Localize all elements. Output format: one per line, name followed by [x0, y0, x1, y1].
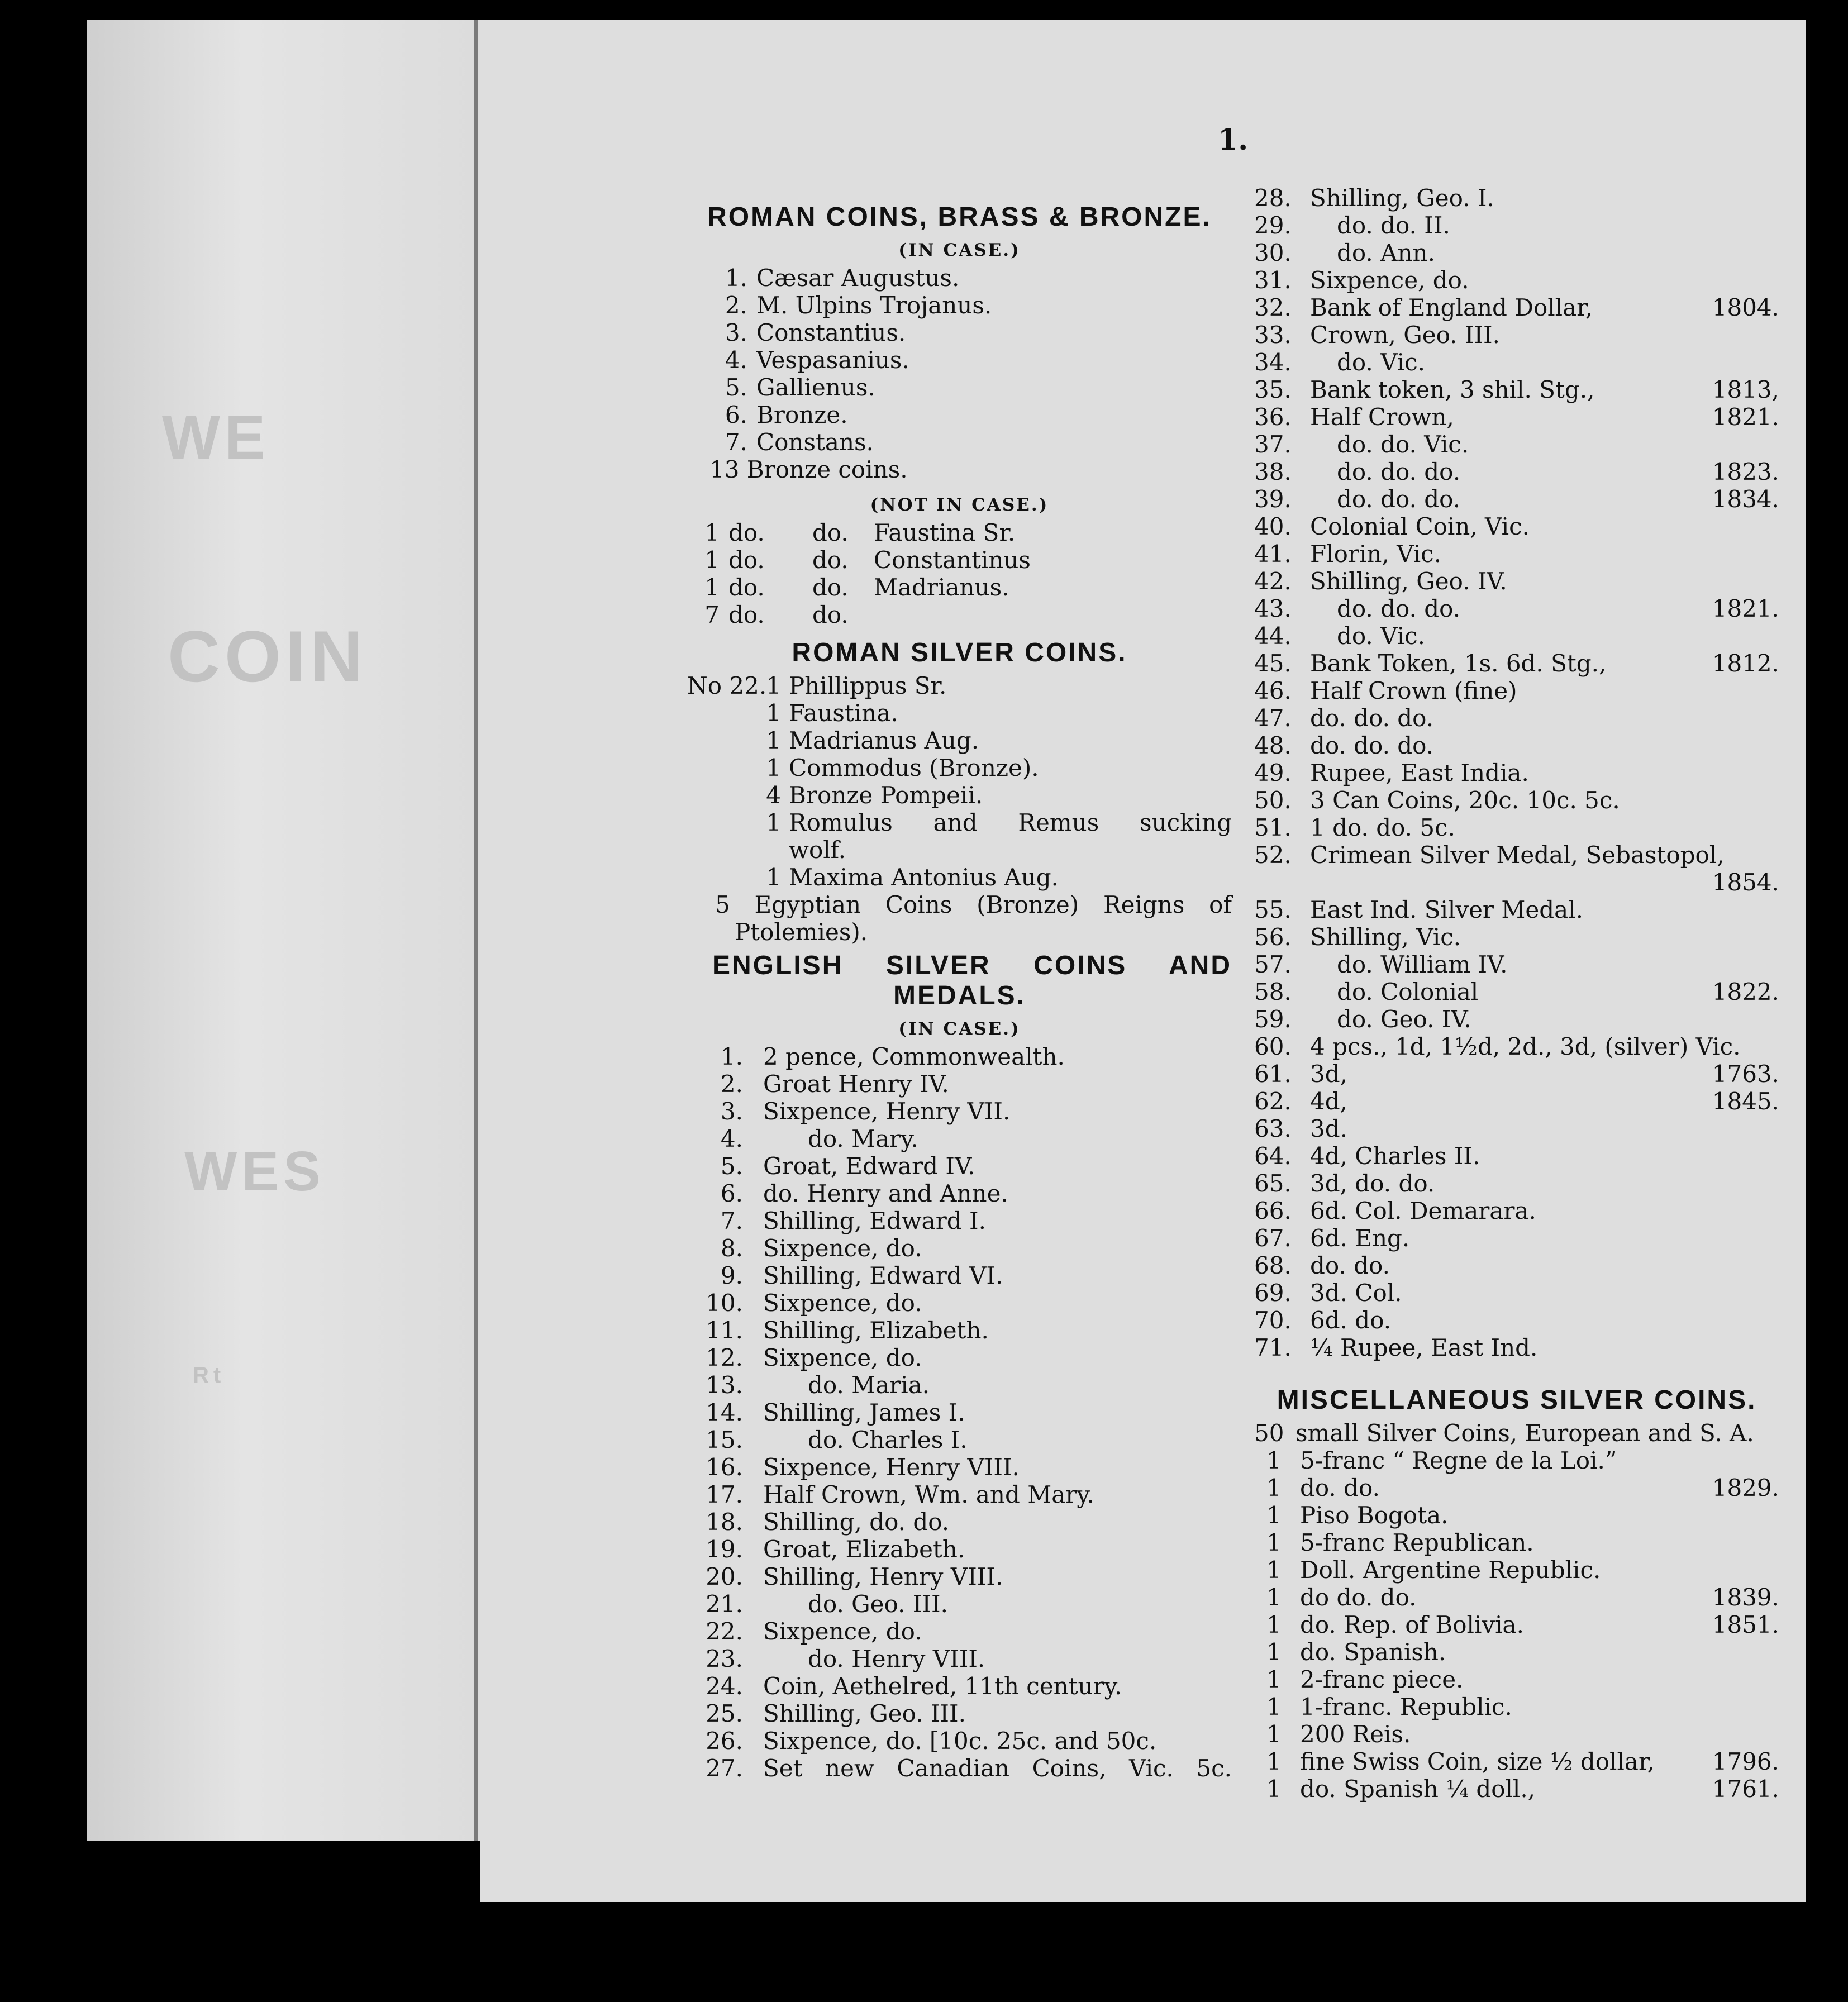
list-item: 6. Bronze.: [725, 401, 848, 428]
list-item: 58. do. Colonial 1822.: [1254, 978, 1779, 1005]
section-title-misc-silver: MISCELLANEOUS SILVER COINS.: [1277, 1385, 1757, 1415]
list-item: 1 Doll. Argentine Republic.: [1266, 1556, 1601, 1584]
list-item: 46. Half Crown (fine): [1254, 677, 1517, 704]
list-item: 64. 4d, Charles II.: [1254, 1142, 1480, 1170]
list-item: 5. Groat, Edward IV.: [720, 1152, 975, 1180]
list-item: 4 Bronze Pompeii.: [766, 781, 983, 809]
list-item: 7. Constans.: [725, 428, 874, 456]
list-item: 10. Sixpence, do.: [706, 1289, 922, 1317]
list-item: 34. do. Vic.: [1254, 349, 1426, 376]
list-item: 19. Groat, Elizabeth.: [706, 1536, 965, 1563]
bronze-coins-line: 13 Bronze coins.: [709, 456, 908, 483]
list-item: 49. Rupee, East India.: [1254, 759, 1529, 786]
list-item: 28. Shilling, Geo. I.: [1254, 184, 1494, 212]
section-title-english-silver: ENGLISH SILVER COINS AND: [712, 951, 1232, 980]
list-item: 1 5-franc “ Regne de la Loi.”: [1266, 1447, 1617, 1474]
list-item: 5. Gallienus.: [725, 374, 875, 401]
in-case-caption: (IN CASE.): [898, 240, 1021, 260]
list-item: 1 do. do. Faustina Sr.: [704, 519, 1016, 546]
egyptian-coins-line: 5 Egyptian Coins (Bronze) Reigns of: [715, 891, 1232, 918]
list-item: 36. Half Crown, 1821.: [1254, 403, 1779, 431]
list-item: 1 do. do. Constantinus: [704, 546, 1031, 574]
list-item: 1 Maxima Antonius Aug.: [766, 864, 1059, 891]
section-title-roman-brass: ROMAN COINS, BRASS & BRONZE.: [707, 202, 1212, 232]
list-item: 7. Shilling, Edward I.: [720, 1207, 986, 1234]
list-item: 71. ¼ Rupee, East Ind.: [1254, 1334, 1538, 1361]
list-item: 21. do. Geo. III.: [706, 1590, 948, 1618]
list-item: 17. Half Crown, Wm. and Mary.: [706, 1481, 1094, 1508]
list-item: 1 2-franc piece.: [1266, 1666, 1464, 1693]
list-item: 27. Set new Canadian Coins, Vic. 5c.: [706, 1755, 1232, 1782]
right-column: [1254, 184, 1779, 1803]
list-item: 9. Shilling, Edward VI.: [720, 1262, 1003, 1289]
left-column: [687, 193, 1232, 1782]
list-item: 1 do do. do. 1839.: [1266, 1584, 1779, 1611]
list-item: 20. Shilling, Henry VIII.: [706, 1563, 1003, 1590]
list-item: 38. do. do. do. 1823.: [1254, 458, 1779, 485]
list-item: 39. do. do. do. 1834.: [1254, 485, 1779, 513]
list-item: 55. East Ind. Silver Medal.: [1254, 896, 1583, 923]
ghost-text-line: COIN: [168, 616, 367, 697]
list-item: 14. Shilling, James I.: [706, 1399, 965, 1426]
list-item: 8. Sixpence, do.: [720, 1234, 922, 1262]
list-item: 1. Cæsar Augustus.: [725, 264, 960, 292]
list-item: 18. Shilling, do. do.: [706, 1508, 950, 1536]
list-item: 1 1-franc. Republic.: [1266, 1693, 1512, 1720]
list-item: 66. 6d. Col. Demarara.: [1254, 1197, 1536, 1224]
list-item: 61. 3d, 1763.: [1254, 1060, 1779, 1088]
list-item: 35. Bank token, 3 shil. Stg., 1813,: [1254, 376, 1779, 403]
list-item: 70. 6d. do.: [1254, 1307, 1392, 1334]
in-case-caption: (IN CASE.): [898, 1019, 1021, 1039]
list-item: No 22. 1 Phillippus Sr.: [687, 672, 947, 699]
list-item: 1 fine Swiss Coin, size ½ dollar, 1796.: [1266, 1748, 1779, 1775]
book-spine: [474, 20, 478, 1841]
list-item: 1 200 Reis.: [1266, 1720, 1411, 1748]
list-item: 65. 3d, do. do.: [1254, 1170, 1435, 1197]
list-item: 1 Madrianus Aug.: [766, 727, 979, 754]
list-item: 40. Colonial Coin, Vic.: [1254, 513, 1530, 540]
list-item: 67. 6d. Eng.: [1254, 1224, 1410, 1252]
roman-silver-list: [687, 672, 1232, 946]
list-item: 11. Shilling, Elizabeth.: [706, 1317, 989, 1344]
list-item: 22. Sixpence, do.: [706, 1618, 922, 1645]
list-item: 26. Sixpence, do. [10c. 25c. and 50c.: [706, 1727, 1157, 1755]
list-item: 4. Vespasanius.: [725, 346, 909, 374]
list-item: 1 Faustina.: [766, 699, 898, 727]
list-item: 1 5-franc Republican.: [1266, 1529, 1534, 1556]
list-item: 57. do. William IV.: [1254, 951, 1508, 978]
list-item: 1854.: [1712, 869, 1779, 896]
list-item: 15. do. Charles I.: [706, 1426, 968, 1453]
list-item: 1. 2 pence, Commonwealth.: [720, 1043, 1065, 1070]
page-number: 1.: [1218, 123, 1249, 157]
ghost-text-line: WES: [184, 1140, 325, 1203]
list-item: 50 small Silver Coins, European and S. A.: [1254, 1419, 1754, 1447]
roman-brass-list: [687, 264, 1232, 483]
list-item: 51. 1 do. do. 5c.: [1254, 814, 1455, 841]
english-silver-list-continued: [1254, 184, 1779, 1361]
list-item: 60. 4 pcs., 1d, 1½d, 2d., 3d, (silver) Vic.: [1254, 1033, 1741, 1060]
ghost-text-line: WE: [162, 403, 270, 472]
list-item: 1 Romulus and Remus sucking: [766, 809, 1232, 836]
list-item: 6. do. Henry and Anne.: [720, 1180, 1008, 1207]
section-title-english-silver-cont: MEDALS.: [893, 981, 1026, 1010]
list-item: 30. do. Ann.: [1254, 239, 1435, 266]
list-item: 1 do. do. Madrianus.: [704, 574, 1009, 601]
english-silver-list: [687, 1043, 1232, 1782]
not-in-case-list: [687, 519, 1232, 628]
list-item: wolf.: [789, 836, 846, 864]
misc-silver-list: [1254, 1419, 1779, 1803]
list-item: 62. 4d, 1845.: [1254, 1088, 1779, 1115]
list-item: 56. Shilling, Vic.: [1254, 923, 1461, 951]
list-item: 2. Groat Henry IV.: [720, 1070, 949, 1098]
list-item: 23. do. Henry VIII.: [706, 1645, 985, 1672]
list-item: 59. do. Geo. IV.: [1254, 1005, 1471, 1033]
list-item: 50. 3 Can Coins, 20c. 10c. 5c.: [1254, 786, 1620, 814]
left-page: [87, 20, 480, 1841]
ghost-text-line: Rt: [193, 1363, 226, 1388]
list-item: 24. Coin, Aethelred, 11th century.: [706, 1672, 1122, 1700]
list-item: 7 do. do.: [704, 601, 849, 628]
list-item: 4. do. Mary.: [720, 1125, 918, 1152]
list-item: 3. Constantius.: [725, 319, 906, 346]
list-item: 12. Sixpence, do.: [706, 1344, 922, 1371]
list-item: 42. Shilling, Geo. IV.: [1254, 568, 1507, 595]
list-item: 52. Crimean Silver Medal, Sebastopol,: [1254, 841, 1725, 869]
list-item: 69. 3d. Col.: [1254, 1279, 1402, 1307]
list-item: 25. Shilling, Geo. III.: [706, 1700, 966, 1727]
list-item: 1 Piso Bogota.: [1266, 1502, 1449, 1529]
list-item: 1 Commodus (Bronze).: [766, 754, 1039, 781]
list-item: 29. do. do. II.: [1254, 212, 1450, 239]
list-item: 47. do. do. do.: [1254, 704, 1434, 732]
list-item: 32. Bank of England Dollar, 1804.: [1254, 294, 1779, 321]
list-item: 63. 3d.: [1254, 1115, 1347, 1142]
list-item: 1 do. do. 1829.: [1266, 1474, 1779, 1502]
list-item: 44. do. Vic.: [1254, 622, 1426, 650]
list-item: 43. do. do. do. 1821.: [1254, 595, 1779, 622]
list-item: 48. do. do. do.: [1254, 732, 1434, 759]
list-item: 31. Sixpence, do.: [1254, 266, 1469, 294]
list-item: 13. do. Maria.: [706, 1371, 930, 1399]
list-item: 1 do. Spanish ¼ doll., 1761.: [1266, 1775, 1779, 1803]
list-item: 33. Crown, Geo. III.: [1254, 321, 1500, 349]
list-item: 2. M. Ulpins Trojanus.: [725, 292, 992, 319]
egyptian-coins-line-cont: Ptolemies).: [735, 918, 868, 946]
list-item: 1 do. Rep. of Bolivia. 1851.: [1266, 1611, 1779, 1638]
list-item: 1 do. Spanish.: [1266, 1638, 1446, 1666]
not-in-case-caption: (NOT IN CASE.): [870, 495, 1049, 515]
list-item: 45. Bank Token, 1s. 6d. Stg., 1812.: [1254, 650, 1779, 677]
list-item: 68. do. do.: [1254, 1252, 1390, 1279]
list-item: 37. do. do. Vic.: [1254, 431, 1469, 458]
list-item: 16. Sixpence, Henry VIII.: [706, 1453, 1020, 1481]
section-title-roman-silver: ROMAN SILVER COINS.: [792, 638, 1127, 668]
list-item: 41. Florin, Vic.: [1254, 540, 1442, 568]
list-item: 3. Sixpence, Henry VII.: [720, 1098, 1011, 1125]
